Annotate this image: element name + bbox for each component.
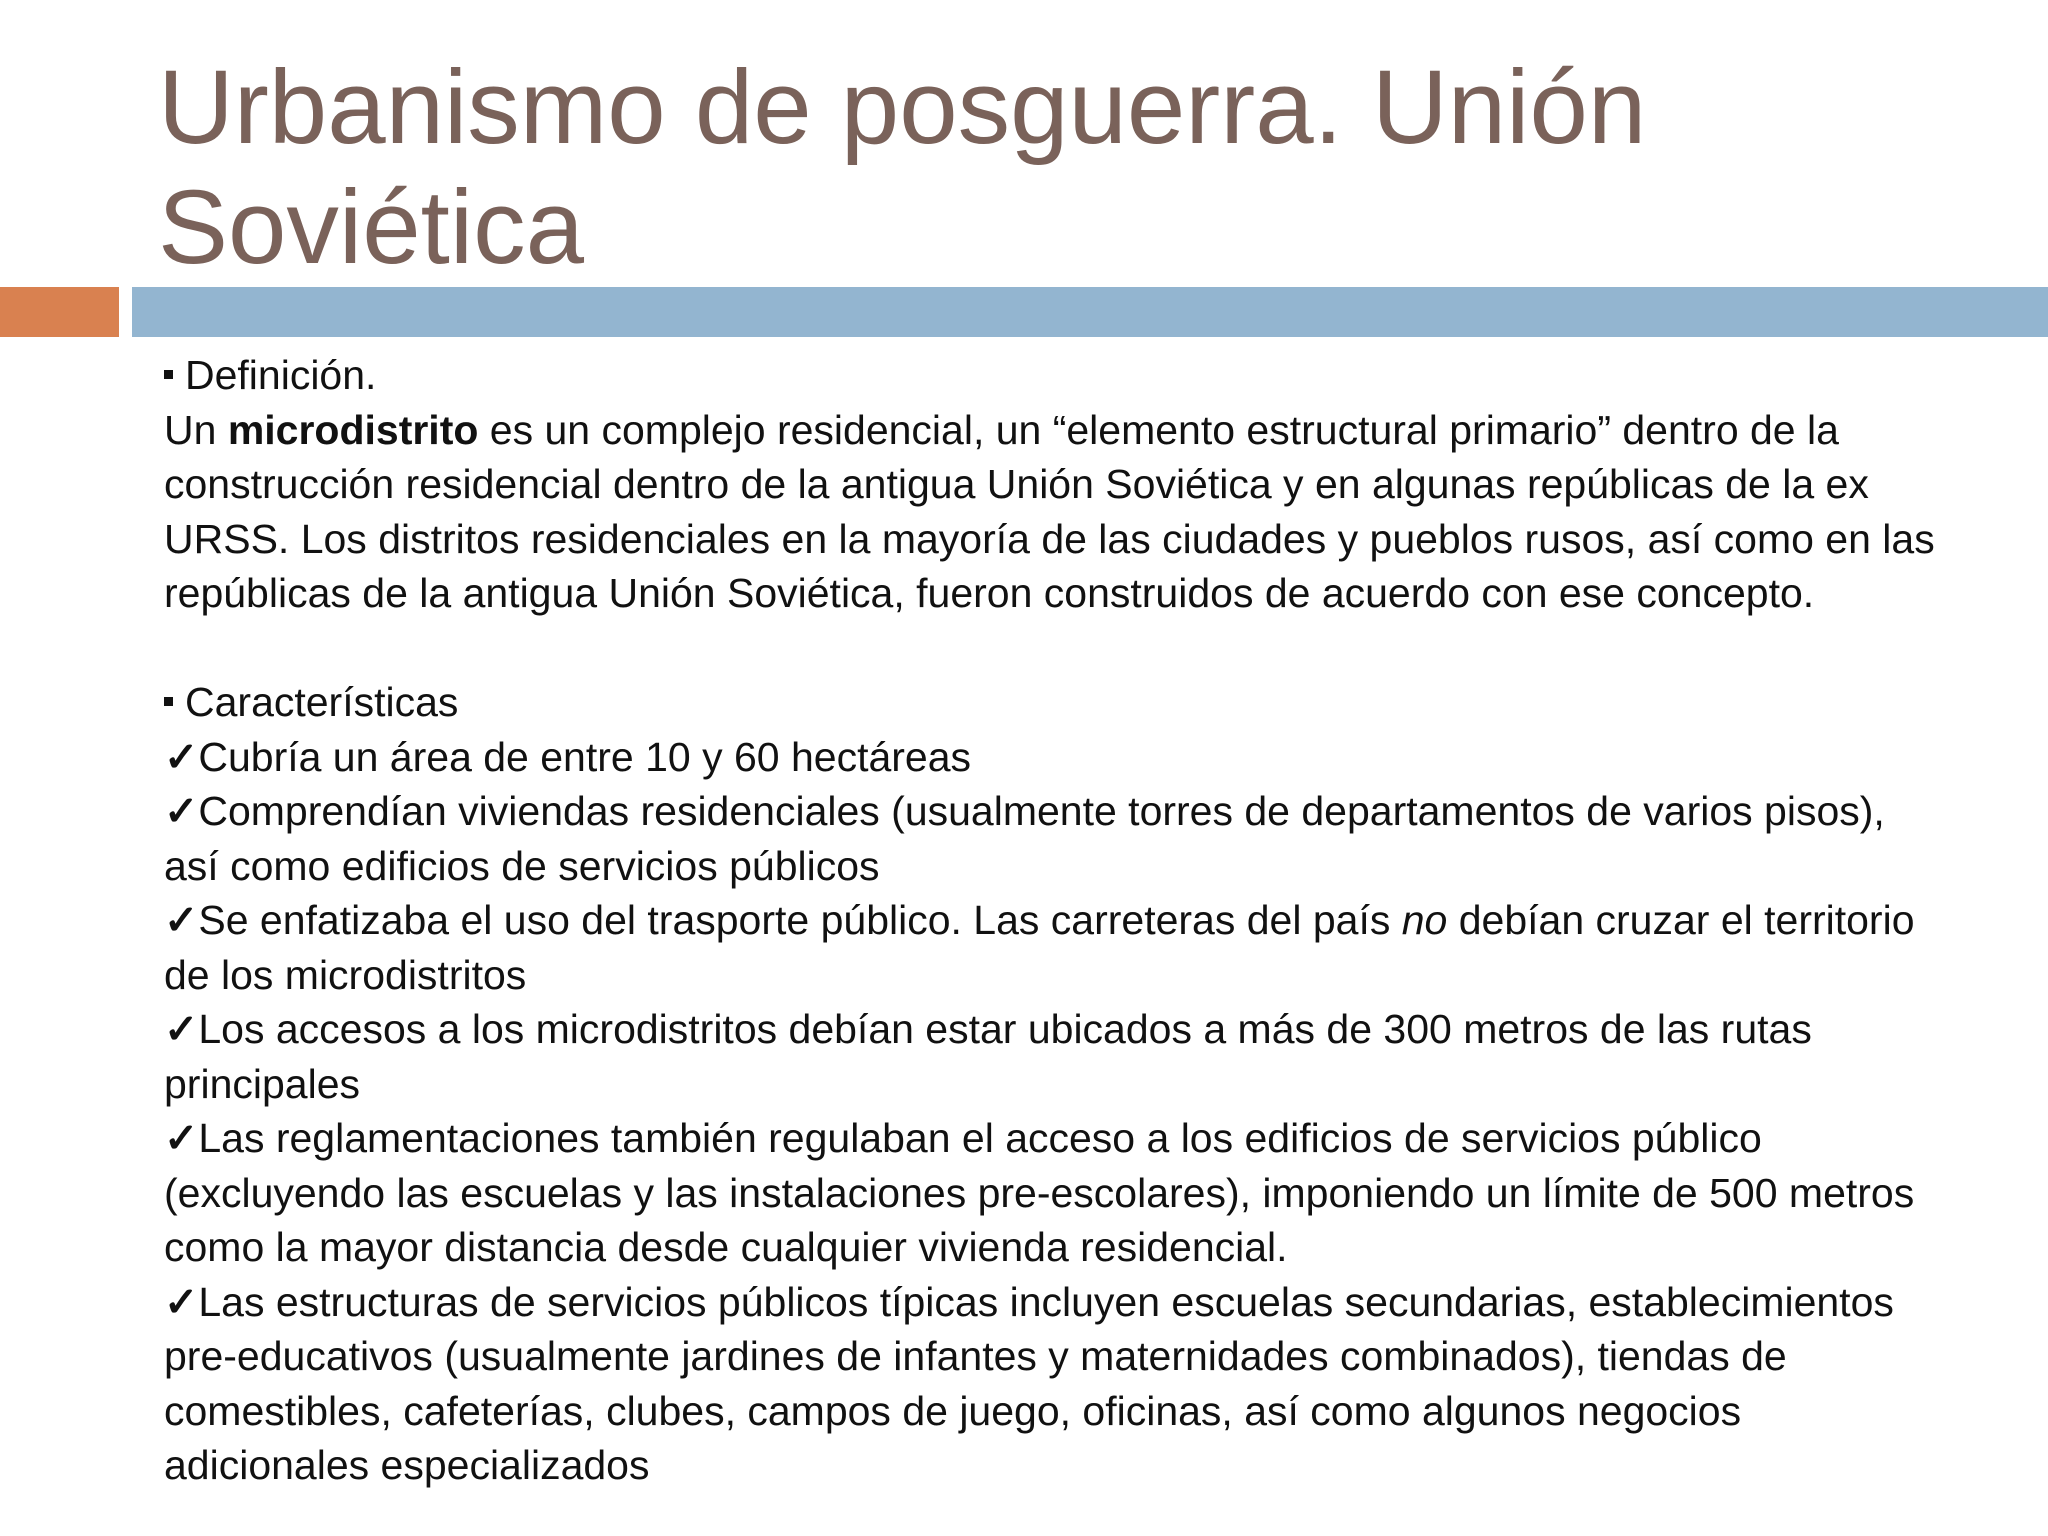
paragraph-gap	[164, 621, 1944, 676]
characteristic-text: Las estructuras de servicios públicos típicas incluyen escuelas secundarias, establecimientos pre-educativos (usualmente jardines de infantes y maternidades combinados), tiendas de comestibles, cafeterías, clubes, campos de juego, oficinas, así como algunos negocios adicionales especializados	[164, 1278, 1894, 1488]
characteristic-text: Las reglamentaciones también regulaban el acceso a los edificios de servicios público (excluyendo las escuelas y las instalaciones pre-escolares), imponiendo un límite de 500 metros como la mayor distancia desde cualquier vivienda residencial.	[164, 1115, 1915, 1270]
square-bullet-icon	[164, 697, 173, 706]
checkmark-icon: ✓	[164, 1278, 199, 1325]
definition-heading-label: Definición.	[185, 352, 377, 398]
square-bullet-icon	[164, 370, 173, 379]
checkmark-icon: ✓	[164, 1006, 199, 1052]
definition-paragraph	[164, 403, 1944, 621]
slide-body	[164, 348, 1944, 1493]
characteristics-heading	[164, 675, 1944, 730]
accent-bar-orange	[0, 287, 119, 337]
checkmark-icon: ✓	[164, 788, 199, 834]
checkmark-icon: ✓	[164, 897, 199, 943]
characteristic-item-4	[164, 1002, 1944, 1111]
definition-text-start: Un	[164, 406, 228, 453]
characteristic-text: Comprendían viviendas residenciales (usualmente torres de departamentos de varios pisos), así como edificios de servicios públicos	[164, 788, 1885, 889]
characteristic-text: Cubría un área de entre 10 y 60 hectáreas	[198, 733, 972, 780]
characteristic-item-1	[164, 730, 1944, 785]
definition-bold-term: microdistrito	[227, 406, 479, 453]
checkmark-icon: ✓	[164, 733, 199, 780]
characteristic-text-start: Se enfatizaba el uso del trasporte público. Las carreteras del país	[198, 897, 1402, 943]
definition-heading	[164, 348, 1944, 403]
characteristic-item-3	[164, 893, 1944, 1002]
characteristic-item-6	[164, 1275, 1944, 1493]
checkmark-icon: ✓	[164, 1115, 199, 1161]
characteristic-item-5	[164, 1111, 1944, 1275]
characteristic-italic-word: no	[1401, 897, 1448, 943]
characteristic-item-2	[164, 784, 1944, 893]
definition-text-rest: es un complejo residencial, un “elemento estructural primario” dentro de la construcción residencial dentro de la antigua Unión Soviética y en algunas repúblicas de la ex URSS. Los distritos residenciales en la mayoría de las ciudades y pueblos rusos, así como en las repúblicas de la antigua Unión Soviética, fueron construidos de acuerdo con ese concepto.	[164, 406, 1935, 616]
characteristic-text: Los accesos a los microdistritos debían estar ubicados a más de 300 metros de las rutas principales	[164, 1006, 1812, 1107]
accent-bar-blue	[132, 287, 2048, 337]
characteristics-heading-label: Características	[185, 679, 459, 725]
slide-title: Urbanismo de posguerra. Unión Soviética	[158, 49, 1647, 286]
characteristic-text-rest: debían cruzar el territorio de los microdistritos	[164, 897, 1915, 998]
